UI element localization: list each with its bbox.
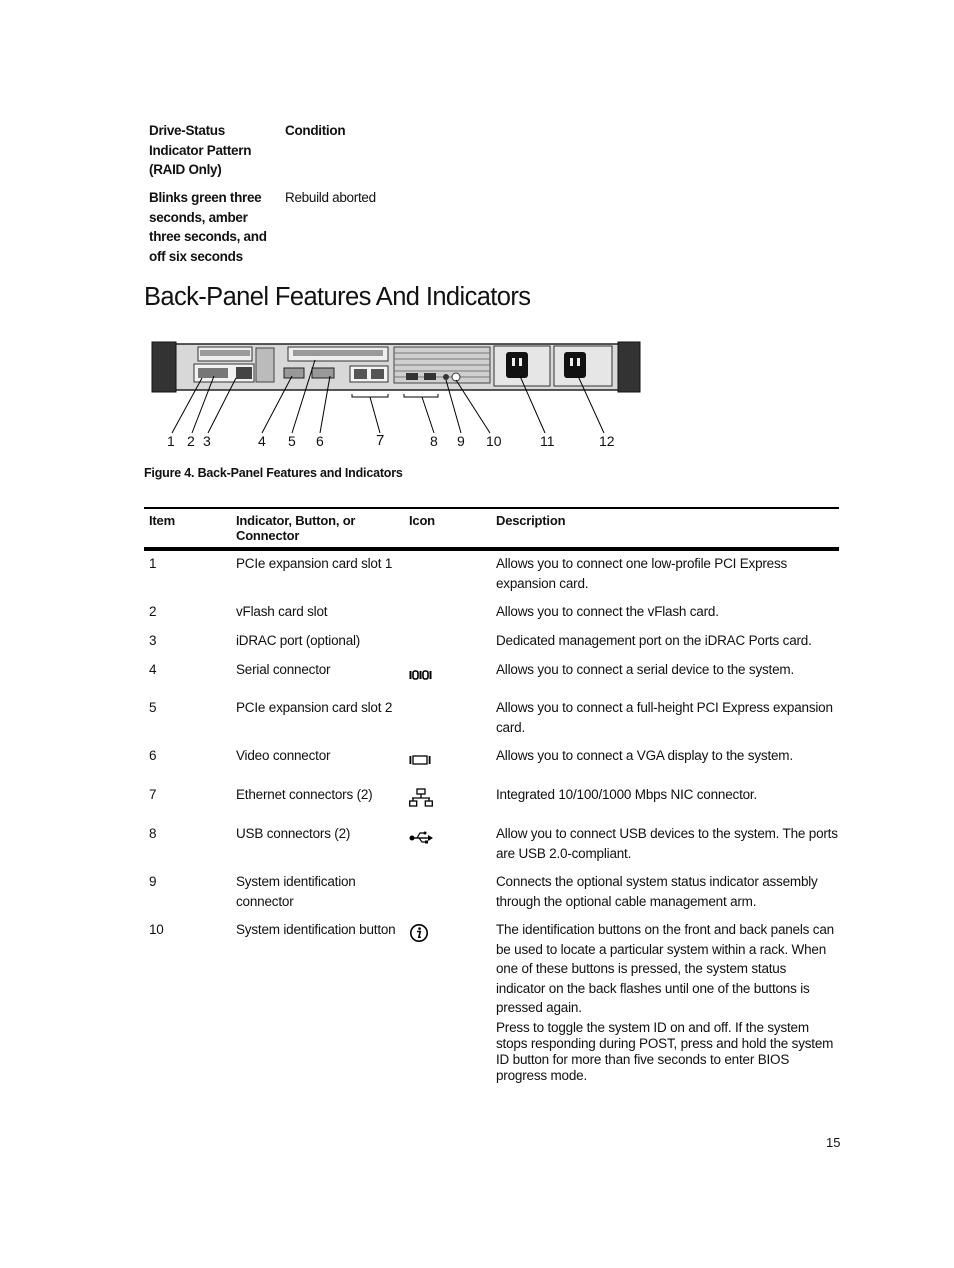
callout-9: 9 (457, 433, 465, 449)
usb-icon (409, 830, 433, 849)
row-6-name: Video connector (236, 748, 331, 763)
callout-1: 1 (167, 433, 175, 449)
top-table-pattern-cell: Blinks green three seconds, amber three seconds, and off six seconds (149, 190, 267, 264)
row-7-item: 7 (149, 787, 157, 802)
top-table-header-condition: Condition (285, 123, 346, 138)
back-panel-figure (150, 338, 642, 461)
page-number: 15 (826, 1135, 841, 1150)
row-3-item: 3 (149, 633, 157, 648)
row-3-name: iDRAC port (optional) (236, 633, 361, 648)
callout-2: 2 (187, 433, 195, 449)
row-5-description: Allows you to connect a full-height PCI Express expansion card. (496, 700, 833, 735)
info-icon (409, 923, 429, 948)
row-10-name: System identification button (236, 922, 396, 937)
row-8-item: 8 (149, 826, 157, 841)
row-4-description: Allows you to connect a serial device to the system. (496, 662, 794, 677)
row-9-name: System identification connector (236, 874, 356, 909)
row-4-name: Serial connector (236, 662, 331, 677)
callout-5: 5 (288, 433, 296, 449)
callout-7: 7 (376, 432, 385, 449)
serial-port-icon (409, 668, 433, 686)
row-1-description: Allows you to connect one low-profile PCI Express expansion card. (496, 556, 788, 591)
row-6-description: Allows you to connect a VGA display to the system. (496, 748, 793, 763)
row-8-description: Allow you to connect USB devices to the system. The ports are USB 2.0-compliant. (496, 826, 838, 861)
row-7-description: Integrated 10/100/1000 Mbps NIC connector. (496, 787, 758, 802)
row-9-description: Connects the optional system status indicator assembly through the optional cable management arm. (496, 874, 818, 909)
top-table-header-pattern: Drive-Status Indicator Pattern (RAID Only) (149, 123, 252, 177)
row-2-name: vFlash card slot (236, 604, 328, 619)
row-3-description: Dedicated management port on the iDRAC Ports card. (496, 633, 812, 648)
header-description: Description (496, 513, 566, 528)
callout-8: 8 (430, 433, 438, 449)
row-7-name: Ethernet connectors (2) (236, 787, 373, 802)
figure-caption: Figure 4. Back-Panel Features and Indicators (144, 466, 403, 480)
top-table-condition-cell: Rebuild aborted (285, 190, 376, 205)
section-heading: Back-Panel Features And Indicators (144, 283, 531, 311)
row-6-item: 6 (149, 748, 157, 763)
row-10-description-2: Press to toggle the system ID on and off. If the system stops responding during POST, press and hold the system ID button for more than five seconds to enter BIOS progress mode. (496, 1020, 834, 1083)
row-2-description: Allows you to connect the vFlash card. (496, 604, 719, 619)
row-5-name: PCIe expansion card slot 2 (236, 700, 393, 715)
network-icon (409, 788, 433, 813)
table-top-rule (144, 507, 839, 509)
callout-10: 10 (486, 433, 502, 449)
callout-3: 3 (203, 433, 211, 449)
row-5-item: 5 (149, 700, 157, 715)
callout-12: 12 (599, 433, 615, 449)
callout-11: 11 (540, 433, 555, 449)
row-4-item: 4 (149, 662, 157, 677)
video-port-icon (409, 753, 431, 771)
row-1-name: PCIe expansion card slot 1 (236, 556, 393, 571)
row-10-item: 10 (149, 922, 164, 937)
header-indicator: Indicator, Button, or Connector (236, 513, 356, 543)
table-header-rule (144, 547, 839, 551)
row-8-name: USB connectors (2) (236, 826, 351, 841)
row-10-description: The identification buttons on the front and back panels can be used to locate a particular system within a rack. When one of these buttons is pressed, the system status indicator on the back flashes until one of the buttons is pressed again. (496, 922, 834, 1015)
callout-6: 6 (316, 433, 324, 449)
back-panel-illustration (150, 338, 642, 456)
header-item: Item (149, 513, 175, 528)
header-icon: Icon (409, 513, 435, 528)
row-1-item: 1 (149, 556, 157, 571)
row-2-item: 2 (149, 604, 157, 619)
callout-4: 4 (258, 433, 266, 449)
row-9-item: 9 (149, 874, 157, 889)
